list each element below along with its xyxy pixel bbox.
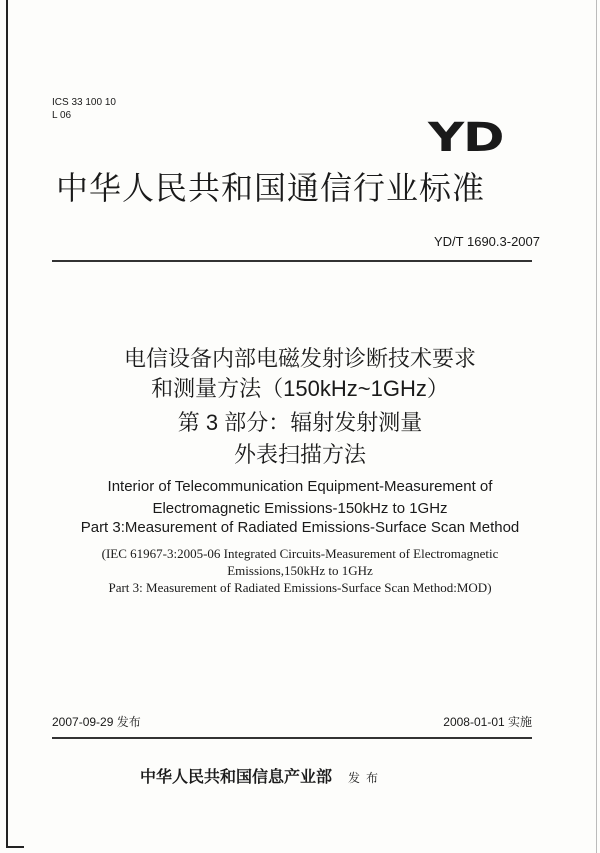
cn-title-line-2: 和测量方法（150kHz~1GHz） xyxy=(151,376,449,401)
equivalent-standard-line-2: Emissions,150kHz to 1GHz xyxy=(227,563,373,578)
issuer-name: 中华人民共和国信息产业部 xyxy=(140,767,333,786)
en-title-line-1: Interior of Telecommunication Equipment-Measurement of xyxy=(107,478,493,495)
classification-codes xyxy=(52,96,116,122)
class-code: L 06 xyxy=(52,110,72,121)
en-title-line-3: Part 3:Measurement of Radiated Emissions-Surface Scan Method xyxy=(80,519,520,536)
issue-label: 发布 xyxy=(348,771,385,785)
cn-title-line-1: 电信设备内部电磁发射诊断技术要求 xyxy=(123,346,476,371)
issuer-line xyxy=(140,764,384,787)
bottom-divider xyxy=(52,737,532,739)
page-left-border-foot xyxy=(6,846,24,848)
equivalent-standard-line-3: Part 3: Measurement of Radiated Emissions-Surface Scan Method:MOD) xyxy=(108,580,492,595)
ics-code: ICS 33 100 10 xyxy=(52,97,116,108)
standard-number: YD/T 1690.3-2007 xyxy=(434,234,540,249)
top-divider xyxy=(52,260,532,262)
en-title-line-2: Electromagnetic Emissions-150kHz to 1GHz xyxy=(152,500,448,517)
publish-date: 2007-09-29 发布 xyxy=(52,715,141,729)
implement-date: 2008-01-01 实施 xyxy=(443,715,532,729)
standard-type-title: 中华人民共和国通信行业标准 xyxy=(56,170,486,206)
equivalent-standard-line-1: (IEC 61967-3:2005-06 Integrated Circuits-Measurement of Electromagnetic xyxy=(101,546,499,561)
cn-title-line-4: 外表扫描方法 xyxy=(233,442,366,467)
cn-title-line-3: 第 3 部分：辐射发射测量 xyxy=(177,410,423,435)
yd-logo: YD xyxy=(428,115,504,161)
